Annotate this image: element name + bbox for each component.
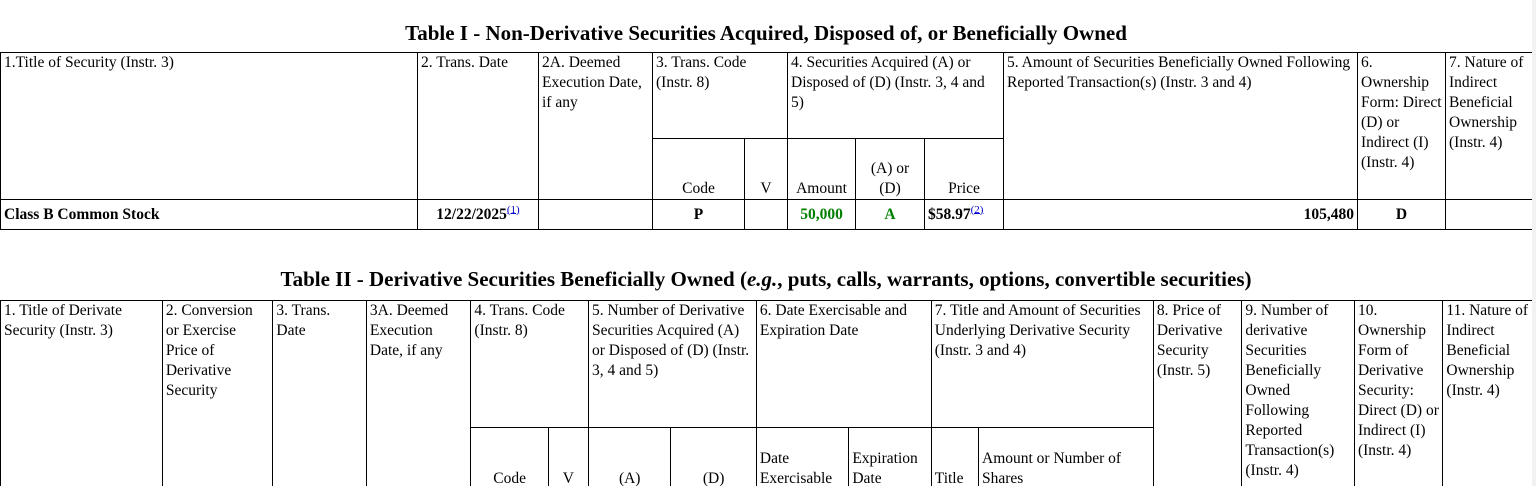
t2-header-number-owned: 9. Number of derivative Securities Beneficially Owned Following Reported Transaction(s) (Instr. 4) — [1242, 301, 1355, 486]
t1-header-ownership-form: 6. Ownership Form: Direct (D) or Indirect (I) (Instr. 4) — [1358, 53, 1446, 200]
t1-header-trans-date: 2. Trans. Date — [418, 53, 539, 200]
t2-subheader-v: V — [548, 428, 588, 486]
t1-header-deemed-execution-date: 2A. Deemed Execution Date, if any — [539, 53, 653, 200]
t2-subheader-title: Title — [931, 428, 978, 486]
t2-header-conversion-price: 2. Conversion or Exercise Price of Derivative Security — [162, 301, 273, 486]
t1-subheader-a-or-d: (A) or (D) — [856, 139, 925, 200]
t2-header-trans-date: 3. Trans. Date — [273, 301, 366, 486]
t2-header-ownership-form: 10. Ownership Form of Derivative Security: Direct (D) or Indirect (I) (Instr. 4) — [1354, 301, 1442, 486]
row-amount: 50,000 — [788, 200, 856, 230]
t2-subheader-a: (A) — [589, 428, 671, 486]
t2-header-trans-code: 4. Trans. Code (Instr. 8) — [471, 301, 589, 428]
row-nature-indirect — [1446, 200, 1534, 230]
t1-subheader-v: V — [745, 139, 788, 200]
row-deemed-date — [539, 200, 653, 230]
t2-subheader-d: (D) — [671, 428, 756, 486]
t2-subheader-code: Code — [471, 428, 548, 486]
t2-header-date-exercisable-expiration: 6. Date Exercisable and Expiration Date — [756, 301, 931, 428]
t1-header-amount-owned: 5. Amount of Securities Beneficially Owned Following Reported Transaction(s) (Instr. 3 and 4) — [1004, 53, 1358, 200]
t2-header-title-amount-underlying: 7. Title and Amount of Securities Underlying Derivative Security (Instr. 3 and 4) — [931, 301, 1153, 428]
row-trans-date: 12/22/2025 — [436, 205, 507, 223]
row-ownership-form: D — [1358, 200, 1446, 230]
t2-subheader-date-exercisable: Date Exercisable — [756, 428, 848, 486]
row-price-cell — [925, 200, 1004, 230]
t1-header-title-of-security: 1.Title of Security (Instr. 3) — [1, 53, 418, 200]
table1-title: Table I - Non-Derivative Securities Acquired, Disposed of, or Beneficially Owned — [405, 21, 1127, 45]
t2-header-deemed-execution-date: 3A. Deemed Execution Date, if any — [366, 301, 471, 486]
t2-header-number-derivative: 5. Number of Derivative Securities Acquired (A) or Disposed of (D) (Instr. 3, 4 and 5) — [589, 301, 757, 428]
row-price: $58.97 — [928, 205, 971, 223]
t1-subheader-price: Price — [925, 139, 1004, 200]
t2-subheader-expiration-date: Expiration Date — [849, 428, 931, 486]
t1-header-securities-acquired-disposed: 4. Securities Acquired (A) or Disposed of (D) (Instr. 3, 4 and 5) — [788, 53, 1004, 139]
t2-header-nature-indirect: 11. Nature of Indirect Beneficial Ownership (Instr. 4) — [1443, 301, 1533, 486]
t1-subheader-amount: Amount — [788, 139, 856, 200]
row-trans-date-cell — [418, 200, 539, 230]
t2-header-title-of-security: 1. Title of Derivate Security (Instr. 3) — [1, 301, 163, 486]
t2-header-price-derivative: 8. Price of Derivative Security (Instr. 5) — [1153, 301, 1241, 486]
derivative-table — [0, 300, 1533, 486]
footnote-link-2[interactable]: (2) — [970, 203, 984, 216]
row-a-or-d: A — [856, 200, 925, 230]
t1-subheader-code: Code — [653, 139, 745, 200]
table2-title: Table II - Derivative Securities Beneficially Owned (e.g., puts, calls, warrants, options, convertible securities) — [280, 267, 1252, 291]
row-v — [745, 200, 788, 230]
row-trans-code: P — [653, 200, 745, 230]
row-security-title: Class B Common Stock — [1, 200, 418, 230]
row-amount-owned: 105,480 — [1004, 200, 1358, 230]
non-derivative-table — [0, 52, 1534, 230]
t1-header-nature-indirect: 7. Nature of Indirect Beneficial Ownership (Instr. 4) — [1446, 53, 1534, 200]
footnote-link-1[interactable]: (1) — [506, 203, 520, 216]
t1-header-trans-code: 3. Trans. Code (Instr. 8) — [653, 53, 788, 139]
t2-subheader-amount-shares: Amount or Number of Shares — [979, 428, 1154, 486]
scrollbar-track[interactable] — [1532, 0, 1536, 486]
table-row — [1, 200, 1534, 230]
